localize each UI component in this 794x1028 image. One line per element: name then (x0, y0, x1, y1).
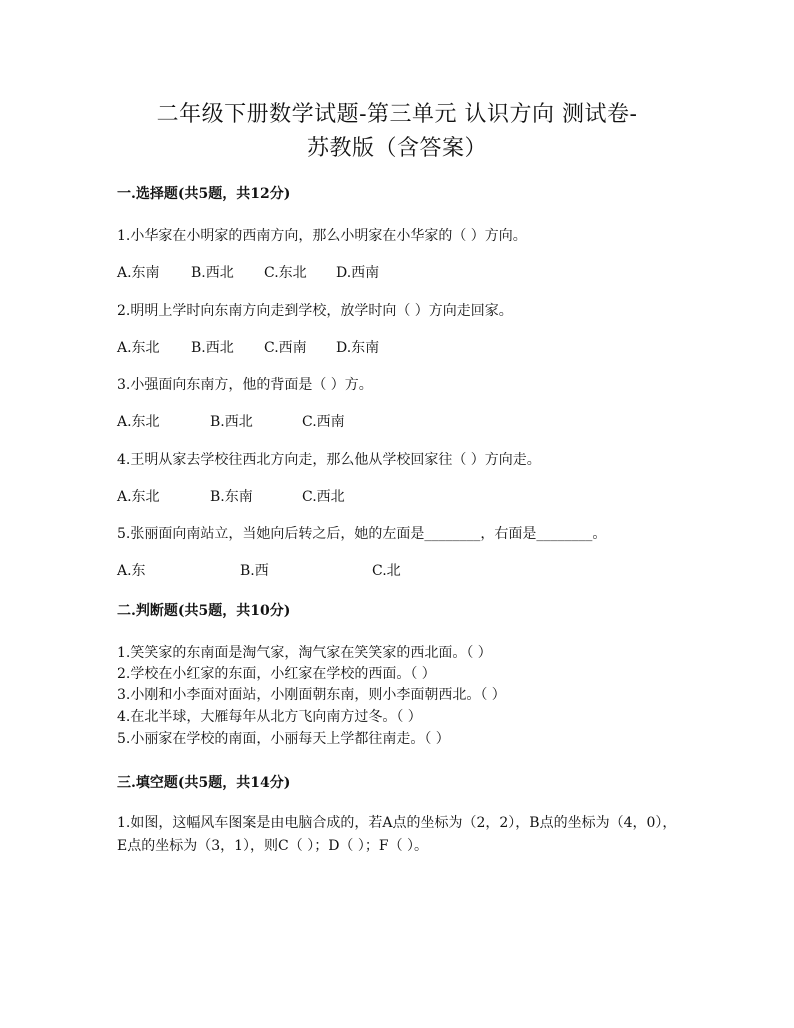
section-heading-fill: 三.填空题(共5题，共14分) (117, 775, 291, 791)
fill-item-1: 1.如图，这幅风车图案是由电脑合成的，若A点的坐标为（2，2），B点的坐标为（4，0），E点的坐标为（3，1），则C（ ）；D（ ）；F（ ）。 (117, 815, 677, 854)
option-a: A.东 (117, 563, 146, 579)
option-c: C.北 (372, 563, 401, 579)
judge-item-4: 4.在北半球，大雁每年从北方飞向南方过冬。（ ） (117, 709, 422, 725)
option-b: B.西 (240, 563, 269, 579)
option-c: C.东北 (264, 265, 307, 281)
option-d: D.东南 (336, 340, 380, 356)
option-b: B.东南 (210, 489, 253, 505)
option-b: B.西北 (191, 340, 234, 356)
choice-question-1: 1.小华家在小明家的西南方向，那么小明家在小华家的（ ）方向。 (117, 228, 527, 244)
judge-item-1: 1.笑笑家的东南面是淘气家，淘气家在笑笑家的西北面。（ ） (117, 645, 492, 661)
exam-title-line2: 苏教版（含答案） (306, 136, 487, 161)
judge-item-5: 5.小丽家在学校的南面，小丽每天上学都往南走。（ ） (117, 731, 450, 747)
choice-options-1 (117, 262, 379, 282)
choice-question-3: 3.小强面向东南方，他的背面是（ ）方。 (117, 377, 373, 393)
choice-options-5 (117, 560, 401, 580)
option-a: A.东北 (117, 340, 160, 356)
choice-options-2 (117, 337, 379, 357)
option-a: A.东北 (117, 414, 160, 430)
choice-question-5: 5.张丽面向南站立，当她向后转之后，她的左面是________，右面是________。 (117, 526, 607, 542)
choice-question-4: 4.王明从家去学校往西北方向走，那么他从学校回家往（ ）方向走。 (117, 452, 541, 468)
exam-title-line1: 二年级下册数学试题-第三单元 认识方向 测试卷- (156, 102, 638, 127)
option-d: D.西南 (336, 265, 380, 281)
option-c: C.西北 (302, 489, 345, 505)
choice-options-3 (117, 411, 345, 431)
option-a: A.东南 (117, 265, 160, 281)
judge-item-2: 2.学校在小红家的东面，小红家在学校的西面。（ ） (117, 666, 436, 682)
option-b: B.西北 (191, 265, 234, 281)
choice-question-2: 2.明明上学时向东南方向走到学校，放学时向（ ）方向走回家。 (117, 303, 513, 319)
choice-options-4 (117, 486, 345, 506)
judge-item-3: 3.小刚和小李面对面站，小刚面朝东南，则小李面朝西北。（ ） (117, 687, 506, 703)
option-c: C.西南 (264, 340, 307, 356)
option-b: B.西北 (210, 414, 253, 430)
option-c: C.西南 (302, 414, 345, 430)
option-a: A.东北 (117, 489, 160, 505)
section-heading-choice: 一.选择题(共5题，共12分) (117, 186, 291, 202)
section-heading-judge: 二.判断题(共5题，共10分) (117, 603, 291, 619)
